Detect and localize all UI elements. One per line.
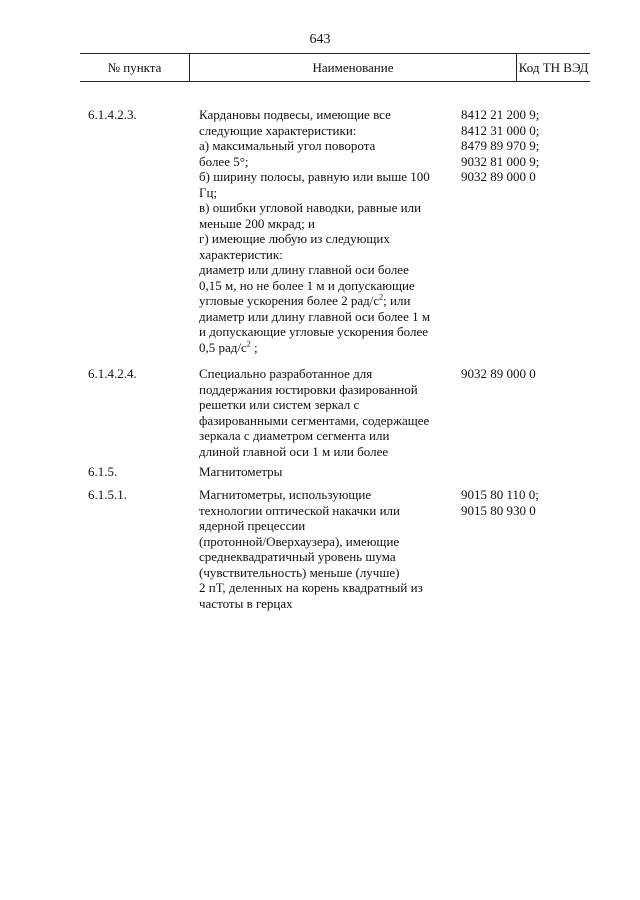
- item-name-line: зеркала с диаметром сегмента или: [199, 428, 390, 443]
- item-name-line: [199, 340, 451, 356]
- item-name-line: [199, 293, 451, 309]
- item-codes: [461, 366, 591, 382]
- item-name-line: диаметр или длину главной оси более: [199, 262, 409, 277]
- item-name-line: длиной главной оси 1 м или более: [199, 443, 389, 459]
- item-name-line: Магнитометры, использующие: [199, 487, 372, 502]
- item-name-line: технологии оптической накачки или: [199, 502, 400, 518]
- item-name-line: следующие характеристики:: [199, 122, 357, 138]
- code-line: 9015 80 930 0: [461, 502, 536, 518]
- item-name: [199, 487, 451, 611]
- item-number: 6.1.5.1.: [88, 487, 127, 502]
- item-name-line: меньше 200 мкрад; и: [199, 215, 315, 231]
- item-name-line: 0,15 м, но не более 1 м и допускающие: [199, 277, 415, 293]
- superscript: 2: [246, 339, 251, 349]
- item-name-line: в) ошибки угловой наводки, равные или: [199, 200, 422, 215]
- item-name-line: частоты в герцах: [199, 595, 293, 611]
- item-name-text: ;: [250, 339, 258, 355]
- code-line: 9032 81 000 9;: [461, 153, 540, 169]
- item-name-line: среднеквадратичный уровень шума: [199, 549, 396, 564]
- item-name-line: б) ширину полосы, равную или выше 100: [199, 169, 430, 184]
- code-line: 8479 89 970 9;: [461, 138, 540, 153]
- table-header: [80, 53, 590, 82]
- item-name-line: ядерной прецессии: [199, 518, 306, 533]
- header-col-name: Наименование: [189, 54, 517, 81]
- item-name-line: Гц;: [199, 184, 218, 200]
- code-line: 9015 80 110 0;: [461, 487, 539, 502]
- item-name-line: решетки или систем зеркал с: [199, 397, 360, 412]
- item-name-line: Магнитометры: [199, 464, 283, 479]
- item-name: [199, 107, 451, 355]
- item-name: [199, 464, 451, 480]
- item-name-line: г) имеющие любую из следующих: [199, 231, 390, 246]
- item-codes: [461, 107, 591, 185]
- item-name-text: 0,5 рад/с: [199, 339, 247, 355]
- item-name-text: угловые ускорения более 2 рад/с: [199, 293, 380, 308]
- page-number: 643: [309, 32, 331, 47]
- item-name-text: ; или: [383, 293, 411, 308]
- superscript: 2: [379, 292, 384, 302]
- header-col-code: Код ТН ВЭД: [518, 60, 589, 75]
- item-name-line: характеристик:: [199, 246, 283, 262]
- item-name-line: и допускающие угловые ускорения более: [199, 324, 428, 339]
- item-name-line: поддержания юстировки фазированной: [199, 381, 418, 397]
- item-name-line: (чувствительность) меньше (лучше): [199, 564, 400, 580]
- code-line: 9032 89 000 0: [461, 169, 536, 184]
- item-name-line: (протонной/Оверхаузера), имеющие: [199, 533, 400, 549]
- code-line: 8412 31 000 0;: [461, 122, 540, 138]
- item-number: 6.1.4.2.3.: [88, 107, 137, 122]
- header-col-number: № пункта: [107, 60, 162, 75]
- code-line: 8412 21 200 9;: [461, 107, 540, 122]
- item-name-line: более 5°;: [199, 153, 249, 169]
- item-name-line: фазированными сегментами, содержащее: [199, 412, 430, 428]
- item-name-line: а) максимальный угол поворота: [199, 138, 376, 153]
- item-name-line: 2 пТ, деленных на корень квадратный из: [199, 580, 423, 595]
- item-name-line: Кардановы подвесы, имеющие все: [199, 107, 391, 122]
- item-number: 6.1.4.2.4.: [88, 366, 137, 381]
- item-number: 6.1.5.: [88, 464, 118, 479]
- item-name-line: Специально разработанное для: [199, 366, 373, 381]
- item-codes: [461, 487, 591, 518]
- code-line: 9032 89 000 0: [461, 366, 536, 381]
- item-name: [199, 366, 451, 459]
- item-name-line: диаметр или длину главной оси более 1 м: [199, 308, 431, 324]
